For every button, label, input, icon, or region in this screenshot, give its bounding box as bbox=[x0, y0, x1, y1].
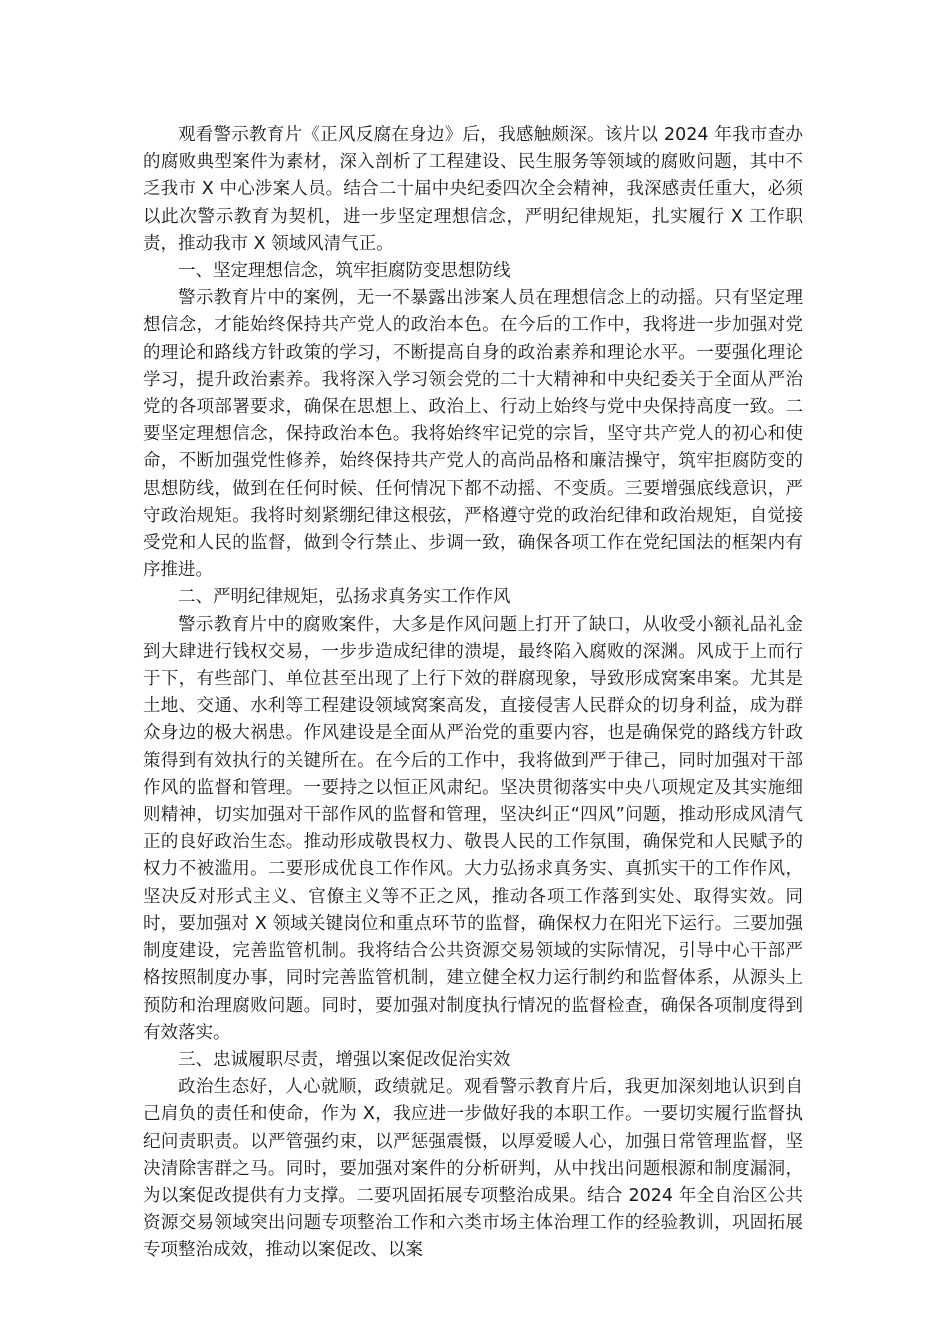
section-3-paragraph: 政治生态好，人心就顺，政绩就足。观看警示教育片后，我更加深刻地认识到自己肩负的责任和使命，作为 X，我应进一步做好我的本职工作。一要切实履行监督执纪问责职责。以严管强约束，以严惩强震慑，以厚爱暖人心，加强日常管理监督，坚决清除害群之马。同时，要加强对案件的分析研判，从中找出问题根源和制度漏洞，为以案促改提供有力支撑。二要巩固拓展专项整治成果。结合 2024 年全自治区公共资源交易领域突出问题专项整治工作和六类市场主体治理工作的经验教训，巩固拓展专项整治成效，推动以案促改、以案 bbox=[143, 1077, 803, 1261]
section-1-paragraph: 警示教育片中的案例，无一不暴露出涉案人员在理想信念上的动摇。只有坚定理想信念，才能始终保持共产党人的政治本色。在今后的工作中，我将进一步加强对党的理论和路线方针政策的学习，不断提高自身的政治素养和理论水平。一要强化理论学习，提升政治素养。我将深入学习领会党的二十大精神和中央纪委关于全面从严治党的各项部署要求，确保在思想上、政治上、行动上始终与党中央保持高度一致。二要坚定理想信念，保持政治本色。我将始终牢记党的宗旨，坚守共产党人的初心和使命，不断加强党性修养，始终保持共产党人的高尚品格和廉洁操守，筑牢拒腐防变的思想防线，做到在任何时候、任何情况下都不动摇、不变质。三要增强底线意识，严守政治规矩。我将时刻紧绷纪律这根弦，严格遵守党的政治纪律和政治规矩，自觉接受党和人民的监督，做到令行禁止、步调一致，确保各项工作在党纪国法的框架内有序推进。 bbox=[143, 288, 803, 581]
section-heading-1: 一、坚定理想信念，筑牢拒腐防变思想防线 bbox=[178, 261, 511, 282]
section-2-paragraph: 警示教育片中的腐败案件，大多是作风问题上打开了缺口，从收受小额礼品礼金到大肆进行钱权交易，一步步造成纪律的溃堤，最终陷入腐败的深渊。风成于上而行于下，有些部门、单位甚至出现了上行下效的群腐现象，导致形成窝案串案。尤其是土地、交通、水利等工程建设领域窝案高发，直接侵害人民群众的切身利益，成为群众身边的极大祸患。作风建设是全面从严治党的重要内容，也是确保党的路线方针政策得到有效执行的关键所在。在今后的工作中，我将做到严于律己，同时加强对干部作风的监督和管理。一要持之以恒正风肃纪。坚决贯彻落实中央八项规定及其实施细则精神，切实加强对干部作风的监督和管理，坚决纠正“四风”问题，推动形成风清气正的良好政治生态。推动形成敬畏权力、敬畏人民的工作氛围，确保党和人民赋予的权力不被滥用。二要形成优良工作作风。大力弘扬求真务实、真抓实干的工作作风，坚决反对形式主义、官僚主义等不正之风，推动各项工作落到实处、取得实效。同时，要加强对 X 领域关键岗位和重点环节的监督，确保权力在阳光下运行。三要加强制度建设，完善监管机制。我将结合公共资源交易领域的实际情况，引导中心干部严格按照制度办事，同时完善监管机制，建立健全权力运行制约和监督体系，从源头上预防和治理腐败问题。同时，要加强对制度执行情况的监督检查，确保各项制度得到有效落实。 bbox=[143, 614, 803, 1043]
section-heading-3: 三、忠诚履职尽责，增强以案促改促治实效 bbox=[178, 1049, 511, 1070]
intro-paragraph: 观看警示教育片《正风反腐在身边》后，我感触颇深。该片以 2024 年我市查办的腐败典型案件为素材，深入剖析了工程建设、民生服务等领域的腐败问题，其中不乏我市 X 中心涉案人员。结合二十届中央纪委四次全会精神，我深感责任重大，必须以此次警示教育为契机，进一步坚定理想信念，严明纪律规矩，扎实履行 X 工作职责，推动我市 X 领域风清气正。 bbox=[143, 125, 803, 254]
section-heading-2: 二、严明纪律规矩，弘扬求真务实工作作风 bbox=[178, 587, 511, 608]
document-body bbox=[143, 122, 803, 1265]
